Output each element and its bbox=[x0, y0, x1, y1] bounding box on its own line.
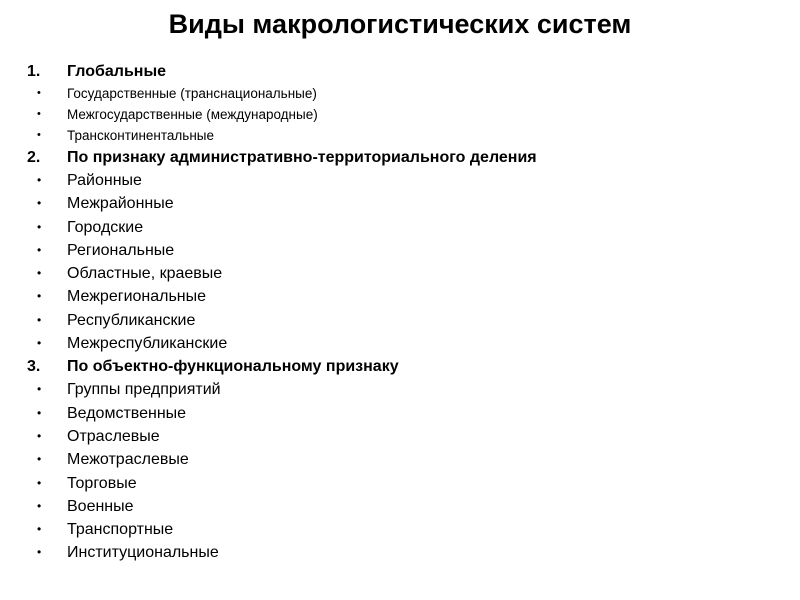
list-item-label: Межотраслевые bbox=[67, 451, 189, 469]
list-item-label: Институциональные bbox=[67, 544, 219, 562]
list-item-label: Городские bbox=[67, 218, 144, 236]
section-heading bbox=[0, 60, 800, 83]
list-item bbox=[0, 332, 800, 355]
bullet-icon: • bbox=[37, 405, 42, 420]
bullet-icon: • bbox=[37, 87, 41, 99]
list-item bbox=[0, 262, 800, 285]
bullet-icon: • bbox=[37, 242, 42, 257]
list-item-label: Группы предприятий bbox=[67, 381, 221, 399]
bullet-icon: • bbox=[37, 196, 42, 211]
bullet-icon: • bbox=[37, 266, 42, 281]
list-item bbox=[0, 402, 800, 425]
list-item bbox=[0, 239, 800, 262]
bullet-icon: • bbox=[37, 428, 42, 443]
bullet-icon: • bbox=[37, 108, 41, 120]
list-item bbox=[0, 425, 800, 448]
list-item bbox=[0, 285, 800, 308]
list-item-label: Межгосударственные (международные) bbox=[67, 107, 318, 122]
section-heading-label: По объектно-функциональному признаку bbox=[67, 358, 399, 376]
list-item bbox=[0, 125, 800, 146]
bullet-icon: • bbox=[37, 522, 42, 537]
slide-title: Виды макрологистических систем bbox=[168, 9, 632, 39]
section-heading-label: Глобальные bbox=[67, 63, 167, 80]
list-item bbox=[0, 541, 800, 564]
list-item-label: Торговые bbox=[67, 474, 137, 492]
list-item bbox=[0, 216, 800, 239]
list-item bbox=[0, 472, 800, 495]
list-item-label: Межреспубликанские bbox=[67, 335, 228, 353]
list-item bbox=[0, 169, 800, 192]
list-item-label: Районные bbox=[67, 172, 142, 189]
list-item bbox=[0, 378, 800, 401]
bullet-icon: • bbox=[37, 545, 42, 560]
list-item-label: Отраслевые bbox=[67, 427, 160, 445]
list-item-label: Трансконтинентальные bbox=[67, 128, 214, 143]
bullet-icon: • bbox=[37, 452, 42, 467]
bullet-icon: • bbox=[37, 219, 42, 234]
list-item bbox=[0, 309, 800, 332]
list-item bbox=[0, 495, 800, 518]
list-item-label: Межрайонные bbox=[67, 195, 174, 213]
bullet-icon: • bbox=[37, 336, 42, 351]
section-number: 2. bbox=[27, 149, 41, 166]
list-item-label: Областные, краевые bbox=[67, 265, 223, 283]
section-heading-label: По признаку административно-территориального деления bbox=[67, 149, 537, 166]
bullet-icon: • bbox=[37, 129, 41, 141]
list-item bbox=[0, 104, 800, 125]
section-number: 1. bbox=[27, 63, 41, 80]
list-item-label: Военные bbox=[67, 497, 134, 515]
list-item-label: Межрегиональные bbox=[67, 288, 207, 306]
section-heading bbox=[0, 355, 800, 378]
list-item bbox=[0, 83, 800, 104]
list-item-label: Республиканские bbox=[67, 311, 196, 329]
bullet-icon: • bbox=[37, 475, 42, 490]
list-item-label: Региональные bbox=[67, 241, 175, 259]
list-item-label: Государственные (транснациональные) bbox=[67, 86, 317, 101]
list-item bbox=[0, 192, 800, 215]
bullet-icon: • bbox=[37, 382, 42, 397]
bullet-icon: • bbox=[37, 312, 42, 327]
outline-list bbox=[0, 60, 800, 565]
list-item bbox=[0, 518, 800, 541]
bullet-icon: • bbox=[37, 498, 42, 513]
list-item-label: Ведомственные bbox=[67, 404, 187, 422]
section-heading bbox=[0, 146, 800, 169]
bullet-icon: • bbox=[37, 289, 42, 304]
list-item bbox=[0, 448, 800, 471]
section-number: 3. bbox=[27, 358, 41, 376]
list-item-label: Транспортные bbox=[67, 521, 174, 539]
bullet-icon: • bbox=[37, 173, 42, 187]
